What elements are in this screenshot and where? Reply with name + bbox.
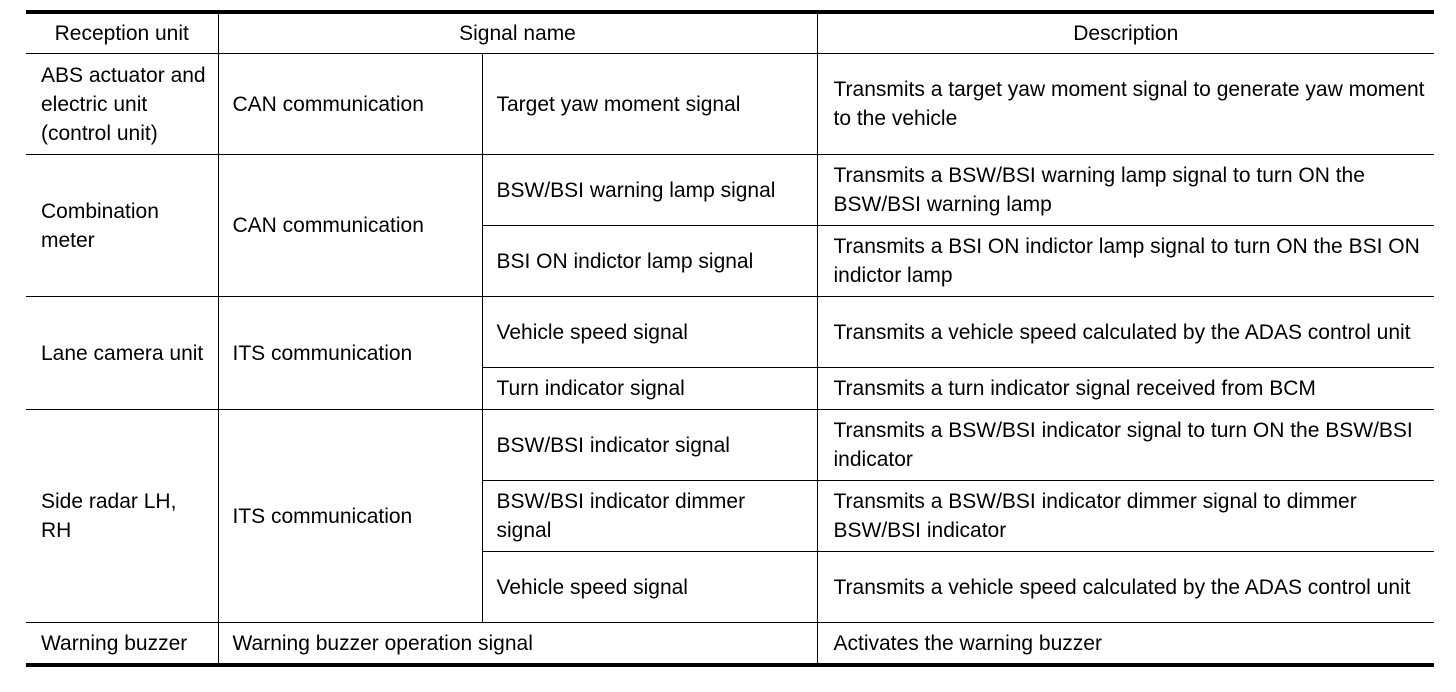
- description-cell: Transmits a vehicle speed calculated by the ADAS control unit: [817, 297, 1434, 368]
- reception-unit-cell: Lane camera unit: [26, 297, 218, 410]
- description-cell: Transmits a turn indicator signal received from BCM: [817, 368, 1434, 410]
- table-header-row: [26, 12, 1434, 54]
- table-row: [26, 410, 1434, 481]
- description-cell: Transmits a target yaw moment signal to generate yaw moment to the vehicle: [817, 54, 1434, 155]
- signal-name-cell: BSW/BSI indicator signal: [482, 410, 817, 481]
- signal-name-cell: BSW/BSI indicator dimmer signal: [482, 481, 817, 552]
- signal-name-cell: Target yaw moment signal: [482, 54, 817, 155]
- table-row: [26, 297, 1434, 368]
- reception-unit-cell: Warning buzzer: [26, 623, 218, 666]
- table-row: [26, 54, 1434, 155]
- signal-table-container: [26, 10, 1434, 667]
- table-row: [26, 155, 1434, 226]
- communication-cell: CAN communication: [218, 155, 482, 297]
- description-cell: Transmits a BSW/BSI indicator signal to turn ON the BSW/BSI indicator: [817, 410, 1434, 481]
- table-row: [26, 623, 1434, 666]
- communication-cell: CAN communication: [218, 54, 482, 155]
- description-cell: Transmits a BSW/BSI warning lamp signal to turn ON the BSW/BSI warning lamp: [817, 155, 1434, 226]
- header-description: Description: [817, 12, 1434, 54]
- signal-name-cell: Vehicle speed signal: [482, 297, 817, 368]
- signal-name-cell: Vehicle speed signal: [482, 552, 817, 623]
- communication-cell: ITS communication: [218, 297, 482, 410]
- communication-cell: ITS communication: [218, 410, 482, 623]
- description-cell: Transmits a BSI ON indictor lamp signal to turn ON the BSI ON indictor lamp: [817, 226, 1434, 297]
- description-cell: Activates the warning buzzer: [817, 623, 1434, 666]
- header-reception-unit: Reception unit: [26, 12, 218, 54]
- signal-name-cell: Turn indicator signal: [482, 368, 817, 410]
- reception-unit-cell: ABS actuator and electric unit (control unit): [26, 54, 218, 155]
- signal-name-cell: Warning buzzer operation signal: [218, 623, 817, 666]
- signal-table: [26, 10, 1434, 667]
- reception-unit-cell: Combination meter: [26, 155, 218, 297]
- signal-name-cell: BSW/BSI warning lamp signal: [482, 155, 817, 226]
- description-cell: Transmits a vehicle speed calculated by the ADAS control unit: [817, 552, 1434, 623]
- header-signal-name: Signal name: [218, 12, 817, 54]
- reception-unit-cell: Side radar LH, RH: [26, 410, 218, 623]
- signal-name-cell: BSI ON indictor lamp signal: [482, 226, 817, 297]
- description-cell: Transmits a BSW/BSI indicator dimmer signal to dimmer BSW/BSI indicator: [817, 481, 1434, 552]
